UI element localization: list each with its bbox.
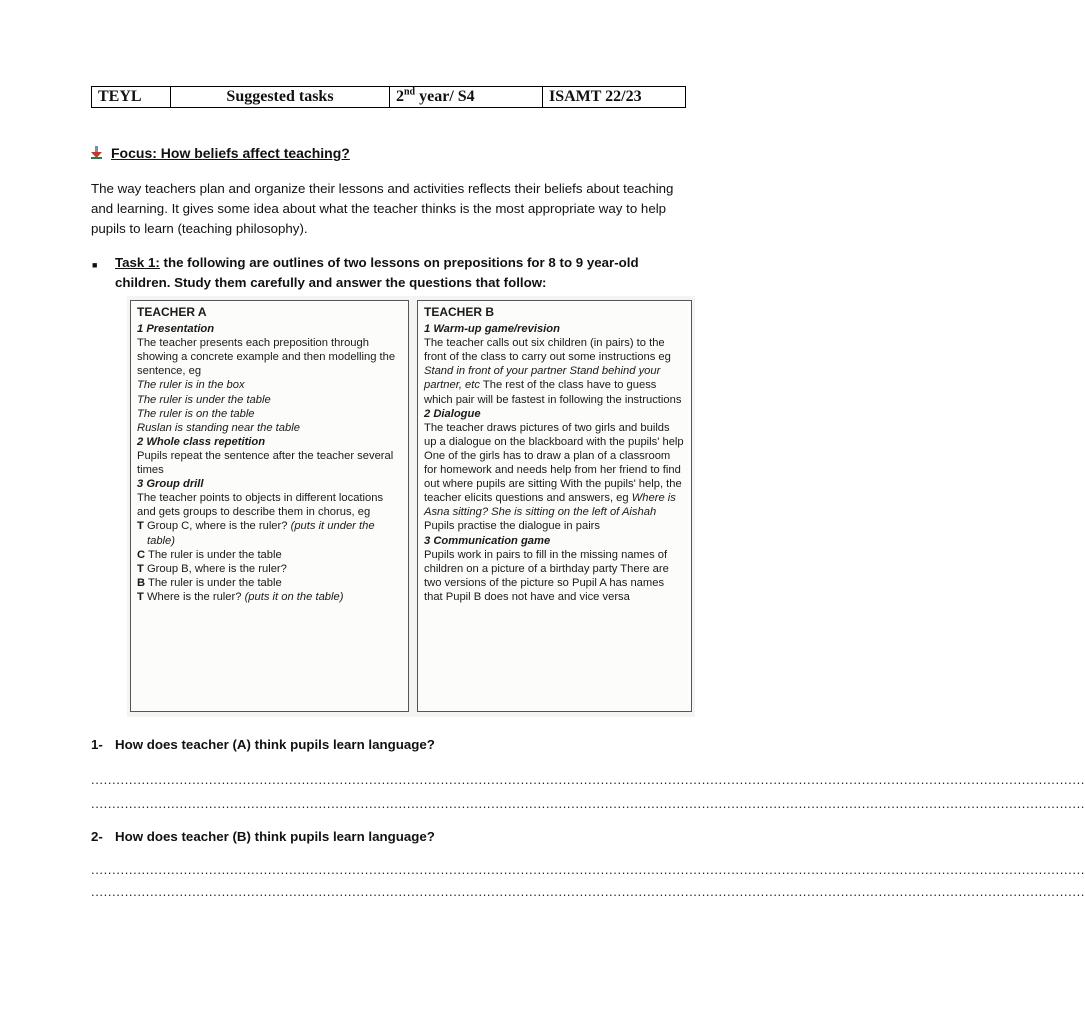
focus-heading xyxy=(90,145,350,161)
dialogue-line xyxy=(137,548,402,562)
step-text: The teacher calls out six children (in pairs) to the front of the class to carry out some instructions eg xyxy=(424,337,671,364)
example-sentence: Ruslan is standing near the table xyxy=(137,421,300,434)
example-sentence: The ruler is under the table xyxy=(137,393,271,406)
teacher-b-step-1-title: 1 Warm-up game/revision xyxy=(424,323,560,336)
teacher-a-step-2-title: 2 Whole class repetition xyxy=(137,435,266,448)
teacher-b-step-3-title: 3 Communication game xyxy=(424,534,551,547)
dialogue-line xyxy=(137,562,402,576)
question-2 xyxy=(91,829,435,844)
question-number: 1- xyxy=(91,737,103,752)
step-text: The teacher draws pictures of two girls and builds up a dialogue on the blackboard with the pupils' help One of the girls has to draw a plan of a classroom for homework and needs help from her friend to find out where pupils are sitting With the pupils' help, the teacher elicits questions and answers, eg xyxy=(424,421,684,505)
teacher-a-step-1-text: The teacher presents each preposition through showing a concrete example and then modelling the sentence, eg xyxy=(137,337,396,378)
line-text: Group B, where is the ruler? xyxy=(146,562,287,575)
teacher-b-step-2-text xyxy=(424,421,685,534)
teacher-b-title: TEACHER B xyxy=(424,305,495,319)
year-cell xyxy=(390,87,543,108)
year-number: 2 xyxy=(396,88,404,105)
teacher-a-step-2-text: Pupils repeat the sentence after the teacher several times xyxy=(137,449,394,477)
example-phrase: Where is Asna sitting? She is sitting on the left of Aishah xyxy=(424,492,676,519)
speaker: B xyxy=(137,576,146,589)
line-text: Where is the ruler? xyxy=(146,590,242,603)
speaker: T xyxy=(137,562,144,575)
teacher-a-panel xyxy=(130,300,409,712)
dialogue-line xyxy=(137,590,402,604)
teacher-b-step-2-title: 2 Dialogue xyxy=(424,407,481,420)
speaker: C xyxy=(137,548,146,561)
answer-line[interactable]: ............................................................................................................................................................................................................................................ xyxy=(91,772,1085,787)
answer-line[interactable]: ............................................................................................................................................................................................................................................ xyxy=(91,796,1085,811)
year-suffix: nd xyxy=(404,86,416,98)
teacher-b-step-1-text xyxy=(424,336,685,406)
teacher-a-step-3-text: The teacher points to objects in different locations and gets groups to describe them in chorus, eg xyxy=(137,492,384,519)
task-1 xyxy=(92,253,692,293)
task-1-text: the following are outlines of two lessons on prepositions for 8 to 9 year-old children. Study them carefully and answer the questions that follow: xyxy=(115,255,639,290)
example-sentence: The ruler is in the box xyxy=(137,379,245,392)
institution-cell: ISAMT 22/23 xyxy=(543,87,686,108)
arrow-bullet-icon xyxy=(90,146,103,159)
teacher-b-step-3-text: Pupils work in pairs to fill in the missing names of children on a picture of a birthday party There are two versions of the picture so Pupil A has names that Pupil B does not have and vice versa xyxy=(424,548,669,603)
task-1-label: Task 1: xyxy=(115,255,160,270)
step-text: The rest of the class have to guess which pair will be fastest in following the instructions xyxy=(424,379,682,406)
line-text: The ruler is under the table xyxy=(148,548,282,561)
course-cell: TEYL xyxy=(92,87,171,108)
answer-line[interactable]: ............................................................................................................................................................................................................................................ xyxy=(91,884,1085,899)
tasks-cell: Suggested tasks xyxy=(171,87,390,108)
header-table xyxy=(91,86,686,108)
teacher-a-title: TEACHER A xyxy=(137,305,207,319)
example-phrase: Stand in front of your partner Stand behind your partner, etc xyxy=(424,365,661,392)
stage-note: (puts it under the table) xyxy=(147,520,375,547)
dialogue-line xyxy=(137,576,402,590)
dialogue-line xyxy=(137,519,402,547)
speaker: T xyxy=(137,590,144,603)
intro-paragraph: The way teachers plan and organize their lessons and activities reflects their beliefs about teaching and learning. It gives some idea about what the teacher thinks is the most appropriate way to help pupils to learn (teaching philosophy). xyxy=(91,181,674,236)
focus-title: Focus: How beliefs affect teaching? xyxy=(111,145,350,161)
line-text: The ruler is under the table xyxy=(148,576,282,589)
lesson-outlines-figure xyxy=(127,296,695,717)
question-1 xyxy=(91,737,435,752)
stage-note: (puts it on the table) xyxy=(244,590,344,603)
question-text: How does teacher (B) think pupils learn language? xyxy=(115,829,435,844)
question-text: How does teacher (A) think pupils learn language? xyxy=(115,737,435,752)
answer-line[interactable]: ............................................................................................................................................................................................................................................ xyxy=(91,862,1085,877)
line-text: Group C, where is the ruler? xyxy=(146,520,288,533)
teacher-a-step-1-title: 1 Presentation xyxy=(137,323,215,336)
speaker: T xyxy=(137,520,144,533)
example-sentence: The ruler is on the table xyxy=(137,407,255,420)
step-text: Pupils practise the dialogue in pairs xyxy=(424,520,600,533)
square-bullet-icon: ■ xyxy=(92,260,98,270)
teacher-a-step-3-title: 3 Group drill xyxy=(137,478,204,491)
teacher-b-panel xyxy=(417,300,692,712)
year-rest: year/ S4 xyxy=(415,88,475,105)
question-number: 2- xyxy=(91,829,103,844)
